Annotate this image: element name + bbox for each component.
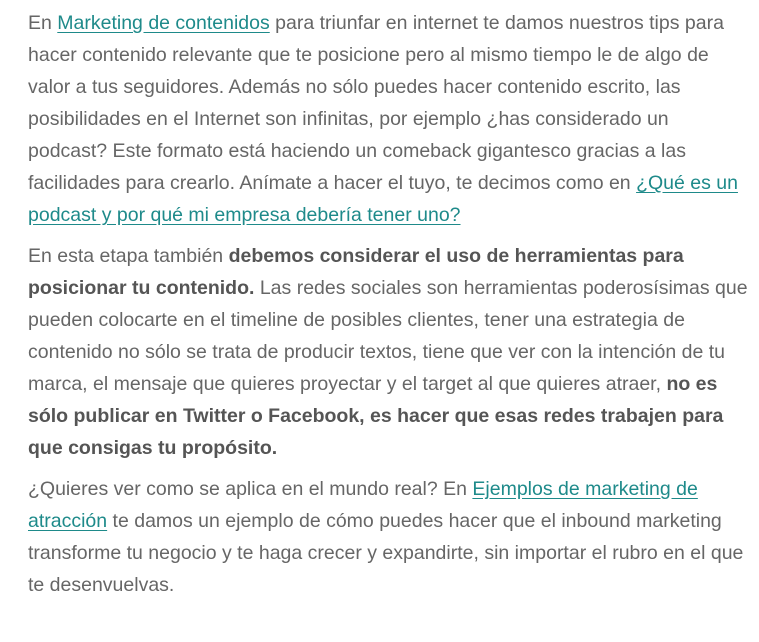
p1-text-1: En [28, 12, 58, 34]
paragraph-podcast [28, 7, 748, 231]
p3-text-1: ¿Quieres ver como se aplica en el mundo real? En [28, 478, 473, 500]
p3-text-2: te damos un ejemplo de cómo puedes hacer que el inbound marketing transforme tu negocio y te haga crecer y expandirte, sin importar el rubro en el que te desenvuelvas. [28, 510, 744, 596]
p2-text-2: Las redes sociales son herramientas poderosísimas que pueden colocarte en el timeline de posibles clientes, tener una estrategia de contenido no sólo se trata de producir textos, tiene que ver con la intención de tu marca, el mensaje que quieres proyectar y el target al que quieres atraer, [28, 277, 748, 395]
paragraph-ejemplos [28, 473, 748, 601]
paragraph-herramientas [28, 240, 748, 464]
p2-text-1: En esta etapa también [28, 245, 229, 267]
link-que-es-un-podcast[interactable]: ¿Qué es un podcast y por qué mi empresa debería tener uno? [28, 172, 738, 226]
link-marketing-de-contenidos[interactable]: Marketing de contenidos [57, 12, 270, 34]
p1-text-2: para triunfar en internet te damos nuestros tips para hacer contenido relevante que te posicione pero al mismo tiempo le de algo de valor a tus seguidores. Además no sólo puedes hacer contenido escrito, las posibilidades en el Internet son infinitas, por ejemplo ¿has considerado un podcast? Este formato está haciendo un comeback gigantesco gracias a las facilidades para crearlo. Anímate a hacer el tuyo, te decimos como en [28, 12, 724, 194]
p2-bold-2: no es sólo publicar en Twitter o Facebook, es hacer que esas redes trabajen para que consigas tu propósito. [28, 373, 724, 459]
link-ejemplos-marketing-atraccion[interactable]: Ejemplos de marketing de atracción [28, 478, 698, 532]
p2-bold-1: debemos considerar el uso de herramientas para posicionar tu contenido. [28, 245, 684, 299]
